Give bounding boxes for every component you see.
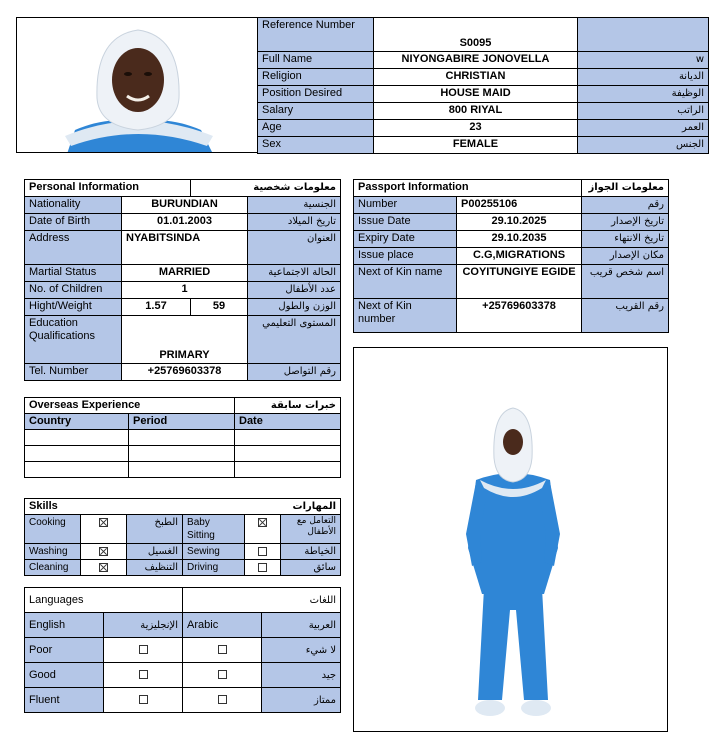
nationality-label: Nationality xyxy=(25,197,122,214)
marital-value: MARRIED xyxy=(122,265,248,282)
passport-info-title-arabic: معلومات الجواز xyxy=(582,180,669,197)
table-cell xyxy=(25,446,129,462)
sex-label: Sex xyxy=(258,137,374,154)
age-value: 23 xyxy=(374,120,578,137)
age-label: Age xyxy=(258,120,374,137)
address-arabic: العنوان xyxy=(248,231,341,265)
dob-value: 01.01.2003 xyxy=(122,214,248,231)
skill-driving-arabic: سائق xyxy=(281,560,341,576)
skill-cleaning-arabic: التنظيف xyxy=(127,560,183,576)
religion-label: Religion xyxy=(258,69,374,86)
full-name-arabic: w xyxy=(578,52,709,69)
issue-date-label: Issue Date xyxy=(354,214,457,231)
table-cell xyxy=(129,446,235,462)
skill-baby-sitting-checkbox[interactable] xyxy=(258,518,267,527)
overseas-col-period: Period xyxy=(129,414,235,430)
skill-washing-arabic: الغسيل xyxy=(127,544,183,560)
skill-baby-sitting-arabic: التعامل مع الأطفال xyxy=(281,515,341,544)
skill-row xyxy=(25,560,341,576)
position-arabic: الوظيفة xyxy=(578,86,709,103)
skill-cleaning-checkbox[interactable] xyxy=(99,563,108,572)
table-row xyxy=(25,430,341,446)
passport-info-table xyxy=(353,179,669,333)
overseas-experience-table xyxy=(24,397,341,478)
issue-date-value: 29.10.2025 xyxy=(457,214,582,231)
issue-place-value: C.G,MIGRATIONS xyxy=(457,248,582,265)
personal-info-title: Personal Information xyxy=(25,180,191,197)
salary-value: 800 RIYAL xyxy=(374,103,578,120)
arabic-good-checkbox[interactable] xyxy=(218,670,227,679)
issue-place-arabic: مكان الإصدار xyxy=(582,248,669,265)
level-poor-arabic: لا شيء xyxy=(262,638,341,663)
position-value: HOUSE MAID xyxy=(374,86,578,103)
issue-date-arabic: تاريخ الإصدار xyxy=(582,214,669,231)
sex-arabic: الجنس xyxy=(578,137,709,154)
level-poor-label: Poor xyxy=(25,638,104,663)
kin-number-label: Next of Kin number xyxy=(354,299,457,333)
dob-label: Date of Birth xyxy=(25,214,122,231)
skill-washing-label: Washing xyxy=(25,544,81,560)
children-label: No. of Children xyxy=(25,282,122,299)
skill-cleaning-label: Cleaning xyxy=(25,560,81,576)
personal-info-title-arabic: معلومات شخصية xyxy=(191,180,341,197)
skill-row xyxy=(25,515,341,544)
arabic-poor-checkbox[interactable] xyxy=(218,645,227,654)
table-cell xyxy=(25,430,129,446)
full-body-photo xyxy=(353,347,668,732)
skill-cooking-arabic: الطبخ xyxy=(127,515,183,544)
skills-table xyxy=(24,498,341,576)
full-name-label: Full Name xyxy=(258,52,374,69)
language-level-row xyxy=(25,688,341,713)
passport-info-title: Passport Information xyxy=(354,180,582,197)
skills-title: Skills xyxy=(25,499,183,515)
nationality-arabic: الجنسية xyxy=(248,197,341,214)
arabic-label: Arabic xyxy=(183,613,262,638)
marital-label: Martial Status xyxy=(25,265,122,282)
portrait-photo xyxy=(16,17,258,153)
tel-value: +25769603378 xyxy=(122,364,248,381)
sex-value: FEMALE xyxy=(374,137,578,154)
level-good-label: Good xyxy=(25,663,104,688)
languages-title: Languages xyxy=(25,588,183,613)
tel-label: Tel. Number xyxy=(25,364,122,381)
table-cell xyxy=(235,446,341,462)
nationality-value: BURUNDIAN xyxy=(122,197,248,214)
tel-arabic: رقم التواصل xyxy=(248,364,341,381)
kin-name-label: Next of Kin name xyxy=(354,265,457,299)
passport-number-arabic: رقم xyxy=(582,197,669,214)
salary-label: Salary xyxy=(258,103,374,120)
children-value: 1 xyxy=(122,282,248,299)
overseas-title: Overseas Experience xyxy=(25,398,235,414)
table-row xyxy=(25,446,341,462)
height-value: 1.57 xyxy=(122,299,191,316)
kin-name-value: COYITUNGIYE EGIDE xyxy=(457,265,582,299)
skill-driving-label: Driving xyxy=(183,560,245,576)
skill-row xyxy=(25,544,341,560)
english-good-checkbox[interactable] xyxy=(139,670,148,679)
education-arabic: المستوى التعليمي xyxy=(248,316,341,364)
english-fluent-checkbox[interactable] xyxy=(139,695,148,704)
language-level-row xyxy=(25,638,341,663)
level-good-arabic: جيد xyxy=(262,663,341,688)
level-fluent-arabic: ممتاز xyxy=(262,688,341,713)
skill-baby-sitting-label: Baby Sitting xyxy=(183,515,245,544)
portrait-illustration xyxy=(17,18,258,153)
language-level-row xyxy=(25,663,341,688)
skill-washing-checkbox[interactable] xyxy=(99,547,108,556)
height-weight-arabic: الوزن والطول xyxy=(248,299,341,316)
languages-title-arabic: اللغات xyxy=(183,588,341,613)
education-value: PRIMARY xyxy=(122,316,248,364)
reference-number-arabic xyxy=(578,18,709,52)
english-poor-checkbox[interactable] xyxy=(139,645,148,654)
english-arabic: الإنجليزية xyxy=(104,613,183,638)
religion-arabic: الديانة xyxy=(578,69,709,86)
salary-arabic: الراتب xyxy=(578,103,709,120)
skill-driving-checkbox[interactable] xyxy=(258,563,267,572)
kin-name-arabic: اسم شخص قريب xyxy=(582,265,669,299)
full-name-value: NIYONGABIRE JONOVELLA xyxy=(374,52,578,69)
issue-place-label: Issue place xyxy=(354,248,457,265)
table-cell xyxy=(235,462,341,478)
table-cell xyxy=(129,462,235,478)
expiry-date-label: Expiry Date xyxy=(354,231,457,248)
table-cell xyxy=(25,462,129,478)
skills-title-arabic: المهارات xyxy=(183,499,341,515)
weight-value: 59 xyxy=(191,299,248,316)
reference-number-value: S0095 xyxy=(374,18,578,52)
age-arabic: العمر xyxy=(578,120,709,137)
skill-sewing-checkbox[interactable] xyxy=(258,547,267,556)
expiry-date-value: 29.10.2035 xyxy=(457,231,582,248)
overseas-col-date: Date xyxy=(235,414,341,430)
passport-number-value: P00255106 xyxy=(457,197,582,214)
passport-number-label: Number xyxy=(354,197,457,214)
table-row xyxy=(25,462,341,478)
personal-info-table xyxy=(24,179,341,381)
arabic-arabic: العربية xyxy=(262,613,341,638)
arabic-fluent-checkbox[interactable] xyxy=(218,695,227,704)
table-cell xyxy=(129,430,235,446)
skill-sewing-arabic: الخياطة xyxy=(281,544,341,560)
kin-number-value: +25769603378 xyxy=(457,299,582,333)
skill-cooking-checkbox[interactable] xyxy=(99,518,108,527)
full-body-illustration xyxy=(354,348,668,732)
skill-cooking-label: Cooking xyxy=(25,515,81,544)
summary-table xyxy=(257,17,709,154)
overseas-col-country: Country xyxy=(25,414,129,430)
skill-sewing-label: Sewing xyxy=(183,544,245,560)
languages-table xyxy=(24,587,341,713)
reference-number-label: Reference Number xyxy=(258,18,374,52)
table-cell xyxy=(235,430,341,446)
english-label: English xyxy=(25,613,104,638)
kin-number-arabic: رقم القريب xyxy=(582,299,669,333)
position-label: Position Desired xyxy=(258,86,374,103)
marital-arabic: الحالة الاجتماعية xyxy=(248,265,341,282)
expiry-date-arabic: تاريخ الانتهاء xyxy=(582,231,669,248)
level-fluent-label: Fluent xyxy=(25,688,104,713)
address-label: Address xyxy=(25,231,122,265)
dob-arabic: تاريخ الميلاد xyxy=(248,214,341,231)
overseas-title-arabic: خبرات سابقة xyxy=(235,398,341,414)
children-arabic: عدد الأطفال xyxy=(248,282,341,299)
height-weight-label: Hight/Weight xyxy=(25,299,122,316)
religion-value: CHRISTIAN xyxy=(374,69,578,86)
address-value: NYABITSINDA xyxy=(122,231,248,265)
education-label: Education Qualifications xyxy=(25,316,122,364)
